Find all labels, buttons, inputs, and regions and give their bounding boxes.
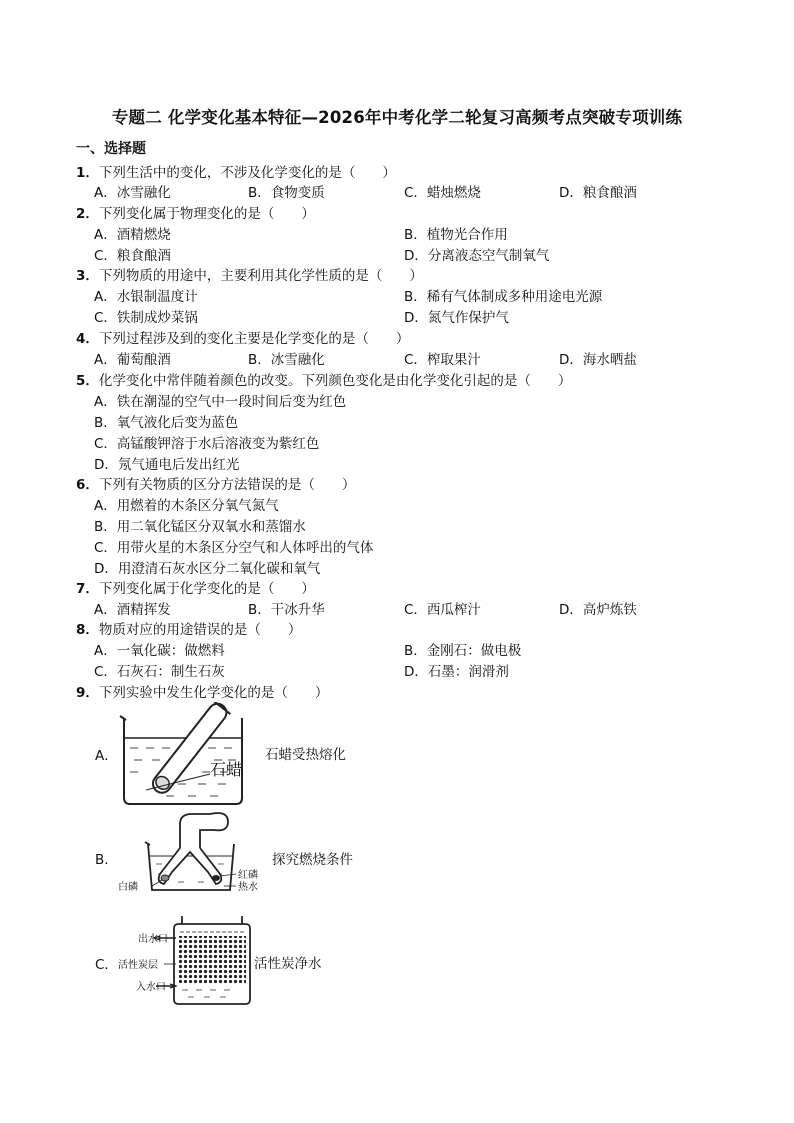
q6-option-c: C．用带火星的木条区分空气和人体呼出的气体 xyxy=(94,540,374,556)
outlet-label: 出水口 xyxy=(138,934,168,945)
q3-option-c: C．铁制成炒菜锅 xyxy=(94,310,198,326)
q2-option-d: D．分离液态空气制氧气 xyxy=(404,248,550,264)
q4-option-a: A．葡萄酿酒 xyxy=(94,352,171,368)
q4-option-b: B．冰雪融化 xyxy=(248,352,325,368)
hot-water-label: 热水 xyxy=(238,882,258,893)
question-6: 6．下列有关物质的区分方法错误的是（ ） xyxy=(76,477,356,493)
question-9: 9．下列实验中发生化学变化的是（ ） xyxy=(76,685,329,701)
q2-option-b: B．植物光合作用 xyxy=(404,227,508,243)
question-4: 4．下列过程涉及到的变化主要是化学变化的是（ ） xyxy=(76,331,410,347)
q7-option-d: D．高炉炼铁 xyxy=(559,602,637,618)
q9-option-b: B． xyxy=(95,852,118,868)
figure-a-caption: 石蜡受热熔化 xyxy=(265,747,346,763)
q2-option-c: C．粮食酿酒 xyxy=(94,248,171,264)
q1-option-a: A．冰雪融化 xyxy=(94,185,171,201)
q5-option-b: B．氧气液化后变为蓝色 xyxy=(94,415,239,431)
question-2: 2．下列变化属于物理变化的是（ ） xyxy=(76,206,315,222)
figure-b-caption: 探究燃烧条件 xyxy=(272,852,353,868)
q3-option-d: D．氮气作保护气 xyxy=(404,310,509,326)
question-1: 1．下列生活中的变化，不涉及化学变化的是（ ） xyxy=(76,165,396,181)
figure-c-caption: 活性炭净水 xyxy=(254,956,322,972)
section-heading: 一、选择题 xyxy=(76,141,146,157)
q5-option-c: C．高锰酸钾溶于水后溶液变为紫红色 xyxy=(94,436,320,452)
white-phosphorus-label: 白磷 xyxy=(118,882,138,893)
page-title: 专题二 化学变化基本特征—2026年中考化学二轮复习高频考点突破专项训练 xyxy=(111,108,683,127)
q6-option-d: D．用澄清石灰水区分二氧化碳和氧气 xyxy=(94,561,321,577)
q6-option-a: A．用燃着的木条区分氧气氮气 xyxy=(94,498,279,514)
wax-label: 石蜡 xyxy=(210,760,243,779)
combustion-experiment-figure xyxy=(118,812,268,896)
q8-option-a: A．一氧化碳：做燃料 xyxy=(94,643,225,659)
activated-carbon-figure xyxy=(118,914,258,1006)
q2-option-a: A．酒精燃烧 xyxy=(94,227,171,243)
q6-option-b: B．用二氧化锰区分双氧水和蒸馏水 xyxy=(94,519,306,535)
question-5: 5．化学变化中常伴随着颜色的改变。下列颜色变化是由化学变化引起的是（ ） xyxy=(76,373,572,389)
q8-option-b: B．金刚石：做电极 xyxy=(404,643,522,659)
q5-option-d: D．氖气通电后发出红光 xyxy=(94,457,240,473)
q3-option-b: B．稀有气体制成多种用途电光源 xyxy=(404,289,603,305)
q9-option-a: A． xyxy=(95,748,118,764)
q3-option-a: A．水银制温度计 xyxy=(94,289,198,305)
question-7: 7．下列变化属于化学变化的是（ ） xyxy=(76,581,315,597)
q1-option-b: B．食物变质 xyxy=(248,185,325,201)
q7-option-b: B．干冰升华 xyxy=(248,602,325,618)
q1-option-c: C．蜡烛燃烧 xyxy=(404,185,481,201)
q8-option-c: C．石灰石：制生石灰 xyxy=(94,664,225,680)
q9-option-c: C． xyxy=(95,957,118,973)
carbon-layer-label: 活性炭层 xyxy=(118,960,158,971)
inlet-label: 入水口 xyxy=(136,982,166,993)
question-8: 8．物质对应的用途错误的是（ ） xyxy=(76,622,302,638)
question-3: 3．下列物质的用途中，主要利用其化学性质的是（ ） xyxy=(76,268,423,284)
q4-option-c: C．榨取果汁 xyxy=(404,352,481,368)
q5-option-a: A．铁在潮湿的空气中一段时间后变为红色 xyxy=(94,394,347,410)
q7-option-a: A．酒精挥发 xyxy=(94,602,171,618)
q4-option-d: D．海水晒盐 xyxy=(559,352,637,368)
melting-wax-figure xyxy=(118,702,258,806)
q8-option-d: D．石墨：润滑剂 xyxy=(404,664,509,680)
q1-option-d: D．粮食酿酒 xyxy=(559,185,637,201)
red-phosphorus-label: 红磷 xyxy=(238,870,258,881)
q7-option-c: C．西瓜榨汁 xyxy=(404,602,481,618)
